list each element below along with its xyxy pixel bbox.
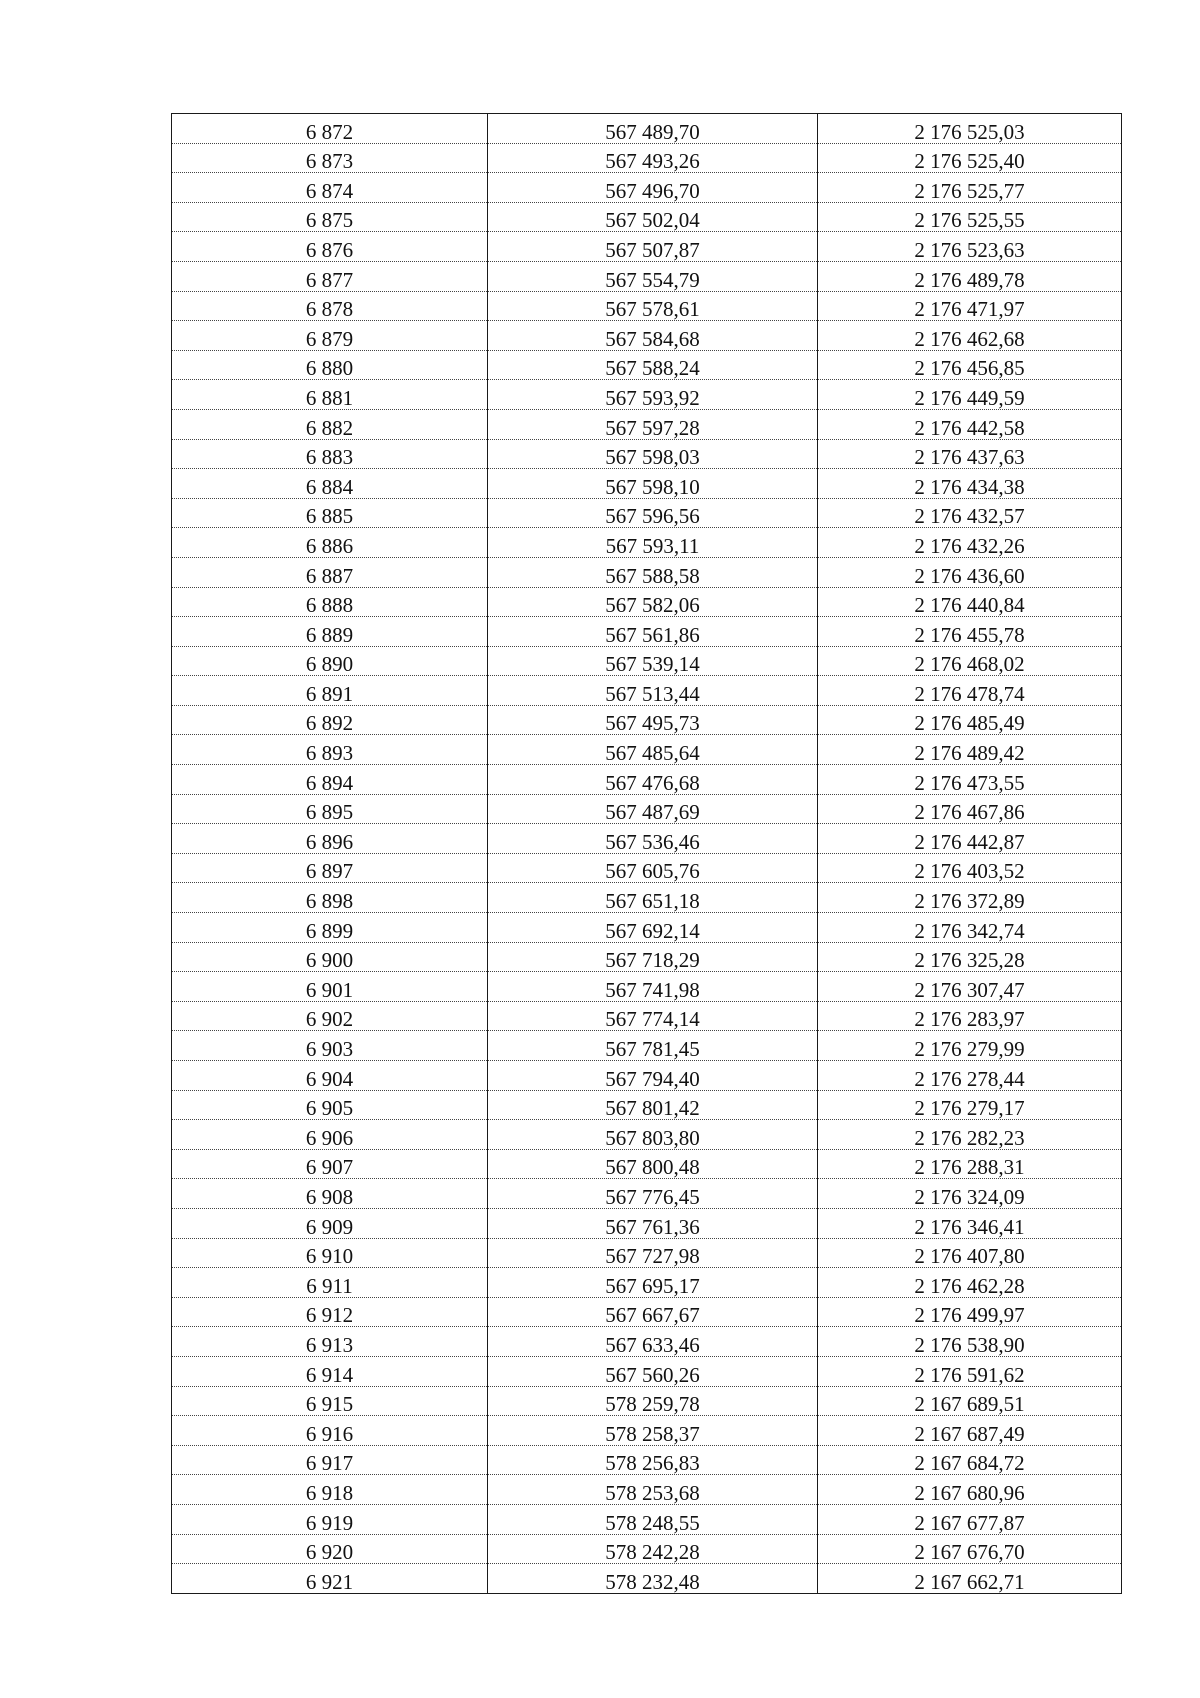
x-coordinate-cell: 567 718,29 [488,942,818,972]
x-coordinate-cell: 567 803,80 [488,1120,818,1150]
x-coordinate-cell: 567 667,67 [488,1297,818,1327]
point-number-cell: 6 901 [172,972,488,1002]
coordinates-table-body [172,114,1122,1594]
x-coordinate-cell: 567 761,36 [488,1208,818,1238]
y-coordinate-cell: 2 176 279,99 [818,1031,1122,1061]
table-row [172,646,1122,676]
x-coordinate-cell: 567 578,61 [488,291,818,321]
point-number-cell: 6 912 [172,1297,488,1327]
x-coordinate-cell: 567 513,44 [488,676,818,706]
x-coordinate-cell: 567 561,86 [488,617,818,647]
point-number-cell: 6 885 [172,498,488,528]
x-coordinate-cell: 567 774,14 [488,1001,818,1031]
point-number-cell: 6 891 [172,676,488,706]
table-row [172,1475,1122,1505]
y-coordinate-cell: 2 176 325,28 [818,942,1122,972]
table-row [172,1120,1122,1150]
table-row [172,1238,1122,1268]
y-coordinate-cell: 2 176 462,28 [818,1268,1122,1298]
point-number-cell: 6 906 [172,1120,488,1150]
x-coordinate-cell: 567 496,70 [488,173,818,203]
y-coordinate-cell: 2 167 680,96 [818,1475,1122,1505]
x-coordinate-cell: 567 536,46 [488,824,818,854]
x-coordinate-cell: 567 476,68 [488,765,818,795]
x-coordinate-cell: 567 485,64 [488,735,818,765]
point-number-cell: 6 915 [172,1386,488,1416]
y-coordinate-cell: 2 176 432,26 [818,528,1122,558]
x-coordinate-cell: 567 584,68 [488,321,818,351]
point-number-cell: 6 903 [172,1031,488,1061]
point-number-cell: 6 921 [172,1564,488,1594]
table-row [172,1564,1122,1594]
y-coordinate-cell: 2 176 525,03 [818,114,1122,144]
table-row [172,1001,1122,1031]
point-number-cell: 6 893 [172,735,488,765]
table-row [172,1208,1122,1238]
point-number-cell: 6 875 [172,202,488,232]
table-row [172,735,1122,765]
x-coordinate-cell: 567 800,48 [488,1149,818,1179]
point-number-cell: 6 913 [172,1327,488,1357]
x-coordinate-cell: 567 633,46 [488,1327,818,1357]
x-coordinate-cell: 567 596,56 [488,498,818,528]
y-coordinate-cell: 2 176 468,02 [818,646,1122,676]
x-coordinate-cell: 567 554,79 [488,261,818,291]
y-coordinate-cell: 2 176 282,23 [818,1120,1122,1150]
y-coordinate-cell: 2 176 523,63 [818,232,1122,262]
table-row [172,1297,1122,1327]
x-coordinate-cell: 578 256,83 [488,1445,818,1475]
x-coordinate-cell: 567 593,92 [488,380,818,410]
x-coordinate-cell: 567 502,04 [488,202,818,232]
x-coordinate-cell: 567 582,06 [488,587,818,617]
point-number-cell: 6 911 [172,1268,488,1298]
x-coordinate-cell: 567 493,26 [488,143,818,173]
x-coordinate-cell: 578 242,28 [488,1534,818,1564]
y-coordinate-cell: 2 167 687,49 [818,1416,1122,1446]
x-coordinate-cell: 578 248,55 [488,1504,818,1534]
point-number-cell: 6 914 [172,1356,488,1386]
point-number-cell: 6 887 [172,557,488,587]
point-number-cell: 6 918 [172,1475,488,1505]
table-row [172,350,1122,380]
x-coordinate-cell: 578 232,48 [488,1564,818,1594]
y-coordinate-cell: 2 176 442,58 [818,409,1122,439]
x-coordinate-cell: 567 487,69 [488,794,818,824]
table-row [172,114,1122,144]
coordinates-table [171,113,1122,1594]
point-number-cell: 6 898 [172,883,488,913]
y-coordinate-cell: 2 176 372,89 [818,883,1122,913]
point-number-cell: 6 883 [172,439,488,469]
x-coordinate-cell: 567 695,17 [488,1268,818,1298]
x-coordinate-cell: 578 253,68 [488,1475,818,1505]
point-number-cell: 6 905 [172,1090,488,1120]
table-row [172,1327,1122,1357]
y-coordinate-cell: 2 176 278,44 [818,1061,1122,1091]
point-number-cell: 6 884 [172,469,488,499]
point-number-cell: 6 888 [172,587,488,617]
table-row [172,173,1122,203]
x-coordinate-cell: 567 597,28 [488,409,818,439]
table-row [172,232,1122,262]
table-row [172,587,1122,617]
table-row [172,1386,1122,1416]
y-coordinate-cell: 2 176 456,85 [818,350,1122,380]
point-number-cell: 6 916 [172,1416,488,1446]
table-row [172,765,1122,795]
table-row [172,1504,1122,1534]
x-coordinate-cell: 578 259,78 [488,1386,818,1416]
point-number-cell: 6 896 [172,824,488,854]
x-coordinate-cell: 567 801,42 [488,1090,818,1120]
table-row [172,705,1122,735]
y-coordinate-cell: 2 176 407,80 [818,1238,1122,1268]
point-number-cell: 6 900 [172,942,488,972]
y-coordinate-cell: 2 176 525,40 [818,143,1122,173]
y-coordinate-cell: 2 167 677,87 [818,1504,1122,1534]
y-coordinate-cell: 2 176 436,60 [818,557,1122,587]
point-number-cell: 6 872 [172,114,488,144]
y-coordinate-cell: 2 176 538,90 [818,1327,1122,1357]
x-coordinate-cell: 567 588,24 [488,350,818,380]
y-coordinate-cell: 2 176 525,55 [818,202,1122,232]
table-row [172,1090,1122,1120]
point-number-cell: 6 880 [172,350,488,380]
point-number-cell: 6 919 [172,1504,488,1534]
x-coordinate-cell: 567 605,76 [488,853,818,883]
table-row [172,972,1122,1002]
table-row [172,853,1122,883]
table-row [172,409,1122,439]
table-row [172,1061,1122,1091]
x-coordinate-cell: 567 495,73 [488,705,818,735]
table-row [172,883,1122,913]
x-coordinate-cell: 567 507,87 [488,232,818,262]
point-number-cell: 6 895 [172,794,488,824]
point-number-cell: 6 881 [172,380,488,410]
y-coordinate-cell: 2 176 473,55 [818,765,1122,795]
table-row [172,380,1122,410]
x-coordinate-cell: 567 794,40 [488,1061,818,1091]
x-coordinate-cell: 567 598,10 [488,469,818,499]
y-coordinate-cell: 2 176 485,49 [818,705,1122,735]
x-coordinate-cell: 567 781,45 [488,1031,818,1061]
table-row [172,617,1122,647]
x-coordinate-cell: 578 258,37 [488,1416,818,1446]
x-coordinate-cell: 567 593,11 [488,528,818,558]
table-row [172,202,1122,232]
point-number-cell: 6 907 [172,1149,488,1179]
point-number-cell: 6 917 [172,1445,488,1475]
y-coordinate-cell: 2 167 676,70 [818,1534,1122,1564]
x-coordinate-cell: 567 727,98 [488,1238,818,1268]
y-coordinate-cell: 2 176 462,68 [818,321,1122,351]
point-number-cell: 6 910 [172,1238,488,1268]
table-row [172,1268,1122,1298]
y-coordinate-cell: 2 176 342,74 [818,913,1122,943]
point-number-cell: 6 908 [172,1179,488,1209]
table-row [172,498,1122,528]
table-row [172,1031,1122,1061]
point-number-cell: 6 889 [172,617,488,647]
table-row [172,557,1122,587]
table-row [172,913,1122,943]
table-row [172,261,1122,291]
x-coordinate-cell: 567 741,98 [488,972,818,1002]
y-coordinate-cell: 2 176 346,41 [818,1208,1122,1238]
y-coordinate-cell: 2 167 689,51 [818,1386,1122,1416]
table-row [172,676,1122,706]
point-number-cell: 6 882 [172,409,488,439]
point-number-cell: 6 877 [172,261,488,291]
point-number-cell: 6 873 [172,143,488,173]
y-coordinate-cell: 2 176 434,38 [818,469,1122,499]
table-row [172,469,1122,499]
table-row [172,1416,1122,1446]
point-number-cell: 6 897 [172,853,488,883]
y-coordinate-cell: 2 167 662,71 [818,1564,1122,1594]
table-row [172,1534,1122,1564]
point-number-cell: 6 899 [172,913,488,943]
table-row [172,824,1122,854]
y-coordinate-cell: 2 176 442,87 [818,824,1122,854]
x-coordinate-cell: 567 489,70 [488,114,818,144]
point-number-cell: 6 920 [172,1534,488,1564]
x-coordinate-cell: 567 651,18 [488,883,818,913]
table-row [172,1179,1122,1209]
table-row [172,942,1122,972]
y-coordinate-cell: 2 176 499,97 [818,1297,1122,1327]
point-number-cell: 6 890 [172,646,488,676]
point-number-cell: 6 874 [172,173,488,203]
y-coordinate-cell: 2 176 288,31 [818,1149,1122,1179]
y-coordinate-cell: 2 167 684,72 [818,1445,1122,1475]
table-row [172,439,1122,469]
point-number-cell: 6 886 [172,528,488,558]
x-coordinate-cell: 567 598,03 [488,439,818,469]
y-coordinate-cell: 2 176 478,74 [818,676,1122,706]
point-number-cell: 6 879 [172,321,488,351]
table-row [172,1149,1122,1179]
y-coordinate-cell: 2 176 489,78 [818,261,1122,291]
y-coordinate-cell: 2 176 283,97 [818,1001,1122,1031]
point-number-cell: 6 892 [172,705,488,735]
point-number-cell: 6 876 [172,232,488,262]
x-coordinate-cell: 567 588,58 [488,557,818,587]
y-coordinate-cell: 2 176 449,59 [818,380,1122,410]
y-coordinate-cell: 2 176 324,09 [818,1179,1122,1209]
table-row [172,1356,1122,1386]
point-number-cell: 6 878 [172,291,488,321]
y-coordinate-cell: 2 176 432,57 [818,498,1122,528]
y-coordinate-cell: 2 176 440,84 [818,587,1122,617]
y-coordinate-cell: 2 176 471,97 [818,291,1122,321]
y-coordinate-cell: 2 176 525,77 [818,173,1122,203]
y-coordinate-cell: 2 176 437,63 [818,439,1122,469]
table-row [172,794,1122,824]
table-row [172,1445,1122,1475]
y-coordinate-cell: 2 176 489,42 [818,735,1122,765]
point-number-cell: 6 894 [172,765,488,795]
table-row [172,321,1122,351]
table-row [172,528,1122,558]
x-coordinate-cell: 567 776,45 [488,1179,818,1209]
point-number-cell: 6 902 [172,1001,488,1031]
table-row [172,143,1122,173]
point-number-cell: 6 909 [172,1208,488,1238]
table-row [172,291,1122,321]
x-coordinate-cell: 567 539,14 [488,646,818,676]
y-coordinate-cell: 2 176 307,47 [818,972,1122,1002]
point-number-cell: 6 904 [172,1061,488,1091]
x-coordinate-cell: 567 692,14 [488,913,818,943]
y-coordinate-cell: 2 176 467,86 [818,794,1122,824]
y-coordinate-cell: 2 176 403,52 [818,853,1122,883]
y-coordinate-cell: 2 176 455,78 [818,617,1122,647]
x-coordinate-cell: 567 560,26 [488,1356,818,1386]
y-coordinate-cell: 2 176 279,17 [818,1090,1122,1120]
y-coordinate-cell: 2 176 591,62 [818,1356,1122,1386]
